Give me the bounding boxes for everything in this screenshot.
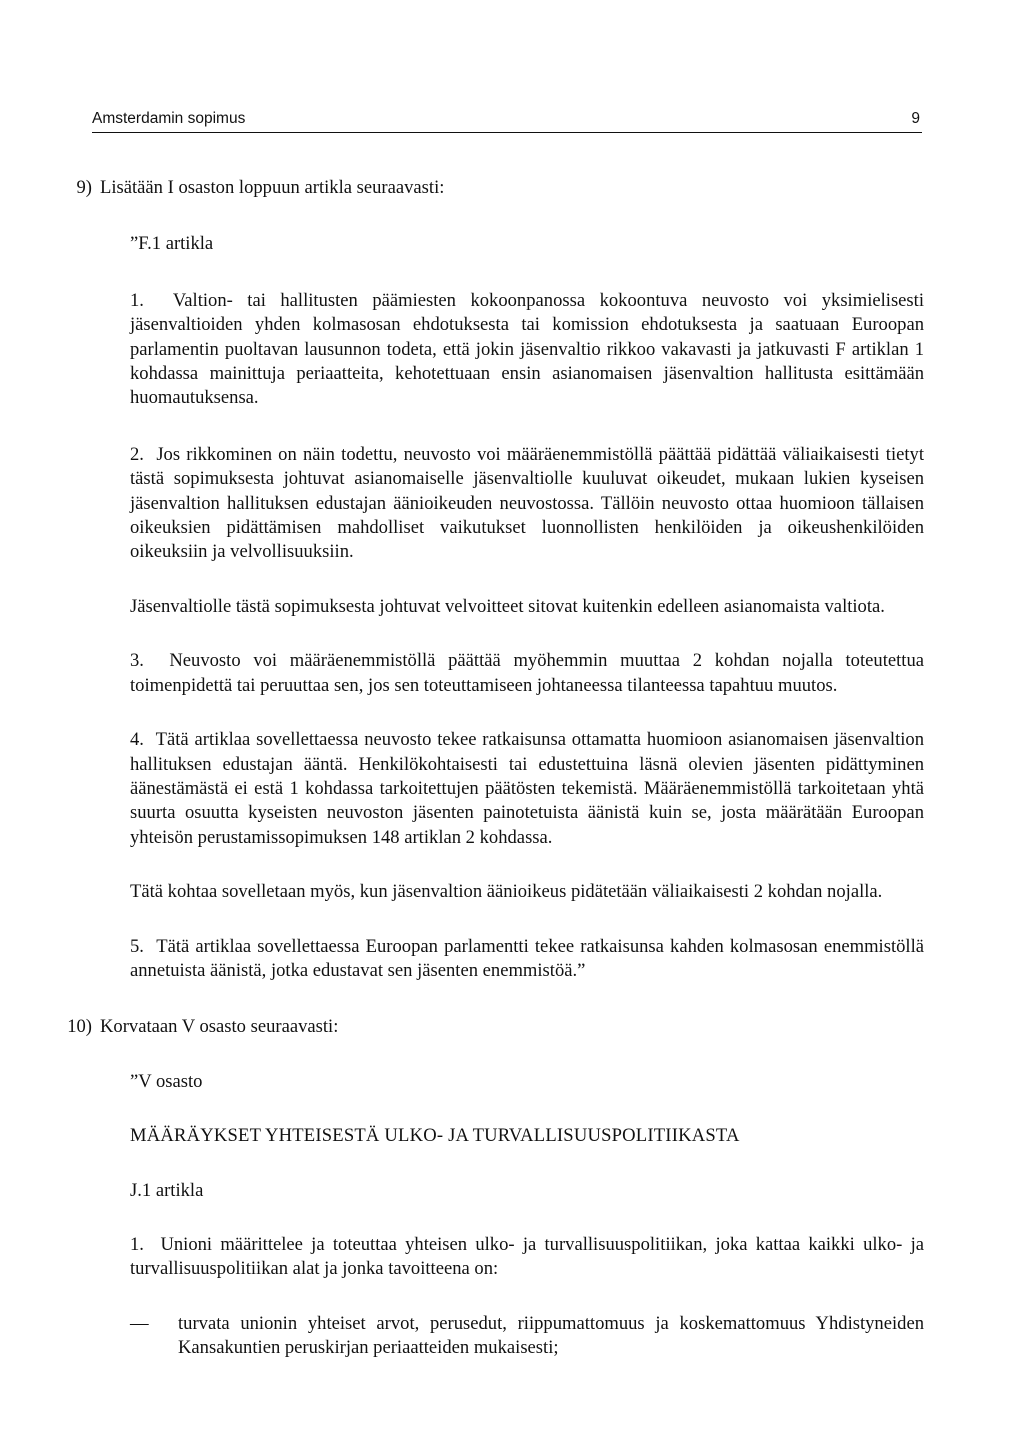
page-body (67, 176, 924, 1361)
paragraph-f1-2b: Jäsenvaltiolle tästä sopimuksesta johtuvat velvoitteet sitovat kuitenkin edelleen asianomaista valtiota. (130, 595, 885, 617)
dash-marker: — (130, 1312, 149, 1334)
paragraph-j1-1: 1. Unioni määrittelee ja toteuttaa yhteisen ulko- ja turvallisuuspolitiikan, joka kattaa kaikki ulko- ja turvallisuuspolitiikan alat ja jonka tavoitteena on: (130, 1233, 924, 1280)
article-title-f1: ”F.1 artikla (130, 233, 214, 255)
document-title: Amsterdamin sopimus (92, 110, 246, 127)
paragraph-f1-3: 3. Neuvosto voi määräenemmistöllä päättää myöhemmin muuttaa 2 kohdan nojalla toteutettua toimenpidettä tai peruuttaa sen, jos sen toteuttamiseen johtaneessa tilanteessa tapahtuu muutos. (130, 650, 924, 696)
item-text: Lisätään I osaston loppuun artikla seuraavasti: (100, 177, 445, 198)
item-text: Korvataan V osasto seuraavasti: (100, 1016, 339, 1038)
article-title-j1: J.1 artikla (130, 1179, 204, 1201)
paragraph-f1-1: 1. Valtion- tai hallitusten päämiesten kokoonpanossa kokoontuva neuvosto voi yksimielisesti jäsenvaltioiden yhden kolmasosan ehdotuksesta tai komission ehdotuksesta ja saatuaan Euroopan parlamentin puoltavan lausunnon todeta, että jokin jäsenvaltio rikkoo vakavasti ja jatkuvasti F artiklan 1 kohdassa mainittuja periaatteita, kehotettuaan ensin asianomaisen jäsenvaltion hallitusta esittämään huomautuksensa. (130, 289, 924, 409)
item-number: 9) (76, 177, 92, 198)
dash-list-item (92, 1312, 924, 1361)
paragraph-f1-2: 2. Jos rikkominen on näin todettu, neuvosto voi määräenemmistöllä päättää pidättää väliaikaisesti tietyt tästä sopimuksesta johtuvat asianomaiselle jäsenvaltiolle kuuluvat oikeudet, mukaan lukien kyseisen jäsenvaltion hallituksen edustajan äänioikeuden neuvostossa. Tällöin neuvosto ottaa huomioon tällaisen oikeuksien pidättämisen mahdolliset vaikutukset luonnollisten henkilöiden ja oikeushenkilöiden oikeuksiin ja velvollisuuksiin. (130, 443, 924, 563)
paragraph-f1-5: 5. Tätä artiklaa sovellettaessa Euroopan parlamentti tekee ratkaisunsa kahden kolmasosan enemmistöllä annetuista äänistä, jotka edustavat sen jäsenten enemmistöä.” (130, 935, 924, 981)
paragraph-f1-4: 4. Tätä artiklaa sovellettaessa neuvosto tekee ratkaisunsa ottamatta huomioon asianomaisen jäsenvaltion hallituksen edustajan ääntä. Henkilökohtaisesti tai edustettuina läsnä olevien jäsenten pidättyminen äänestämästä ei estä 1 kohdassa tarkoitettujen päätösten tekemistä. Määräenemmistöllä tarkoitetaan yhtä suurta osuutta kyseisten neuvoston jäsenten painotetuista äänistä kuin se, josta määrätään Euroopan yhteisön perustamissopimuksen 148 artiklan 2 kohdassa. (130, 729, 924, 848)
running-header (92, 104, 922, 133)
list-item-10 (54, 1015, 924, 1039)
title-v-heading: MÄÄRÄYKSET YHTEISESTÄ ULKO- JA TURVALLISUUSPOLITIIKASTA (130, 1125, 740, 1147)
dash-item-text: turvata unionin yhteiset arvot, perusedut, riippumattomuus ja koskemattomuus Yhdistyneiden Kansakuntien peruskirjan periaatteiden mukaisesti; (178, 1312, 924, 1359)
paragraph-f1-4b: Tätä kohtaa sovelletaan myös, kun jäsenvaltion äänioikeus pidätetään väliaikaisesti 2 kohdan nojalla. (130, 881, 883, 903)
title-v-osasto: ”V osasto (130, 1070, 203, 1092)
page-number: 9 (911, 110, 920, 127)
item-number: 10) (67, 1016, 92, 1038)
list-item-9 (54, 176, 924, 200)
